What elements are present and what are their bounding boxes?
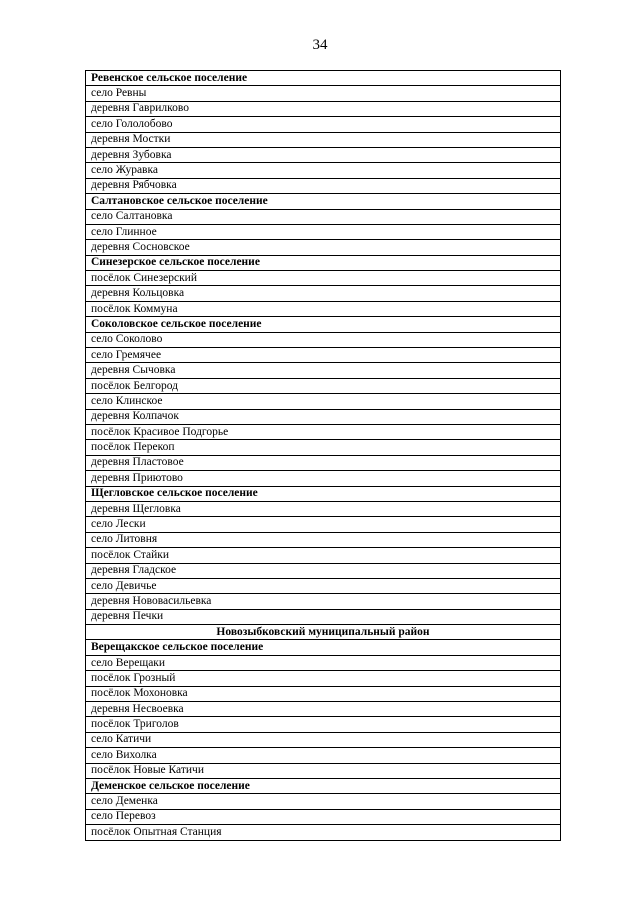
settlement-section-row	[86, 71, 561, 86]
settlements-table	[85, 70, 561, 841]
table-row	[86, 717, 561, 732]
locality-name-cell: деревня Колпачок	[86, 409, 561, 424]
table-row	[86, 132, 561, 147]
locality-name-cell: село Журавка	[86, 163, 561, 178]
table-row	[86, 86, 561, 101]
locality-name-cell: посёлок Триголов	[86, 717, 561, 732]
table-row	[86, 594, 561, 609]
locality-name-cell: село Гололобово	[86, 117, 561, 132]
locality-name-cell: деревня Пластовое	[86, 455, 561, 470]
table-row	[86, 763, 561, 778]
locality-name-cell: село Перевоз	[86, 809, 561, 824]
table-row	[86, 671, 561, 686]
locality-name-cell: село Девичье	[86, 578, 561, 593]
settlement-name-cell: Деменское сельское поселение	[86, 778, 561, 793]
settlement-name-cell: Салтановское сельское поселение	[86, 194, 561, 209]
table-row	[86, 609, 561, 624]
locality-name-cell: село Глинное	[86, 224, 561, 239]
locality-name-cell: село Соколово	[86, 332, 561, 347]
table-row	[86, 563, 561, 578]
locality-name-cell: село Салтановка	[86, 209, 561, 224]
locality-name-cell: деревня Зубовка	[86, 147, 561, 162]
locality-name-cell: посёлок Красивое Подгорье	[86, 424, 561, 439]
locality-name-cell: деревня Щегловка	[86, 501, 561, 516]
table-row	[86, 578, 561, 593]
locality-name-cell: деревня Рябчовка	[86, 178, 561, 193]
locality-name-cell: деревня Гаврилково	[86, 101, 561, 116]
table-row	[86, 471, 561, 486]
locality-name-cell: село Клинское	[86, 394, 561, 409]
table-row	[86, 101, 561, 116]
locality-name-cell: село Верещаки	[86, 655, 561, 670]
table-row	[86, 655, 561, 670]
table-row	[86, 409, 561, 424]
locality-name-cell: посёлок Перекоп	[86, 440, 561, 455]
table-row	[86, 794, 561, 809]
locality-name-cell: посёлок Мохоновка	[86, 686, 561, 701]
table-row	[86, 332, 561, 347]
district-name-cell: Новозыбковский муниципальный район	[86, 625, 561, 640]
table-row	[86, 424, 561, 439]
table-row	[86, 455, 561, 470]
locality-name-cell: посёлок Опытная Станция	[86, 825, 561, 840]
locality-name-cell: село Литовня	[86, 532, 561, 547]
table-row	[86, 532, 561, 547]
table-row	[86, 348, 561, 363]
table-row	[86, 147, 561, 162]
table-row	[86, 394, 561, 409]
table-row	[86, 686, 561, 701]
settlement-name-cell: Синезерское сельское поселение	[86, 255, 561, 270]
settlement-name-cell: Ревенское сельское поселение	[86, 71, 561, 86]
locality-name-cell: посёлок Синезерский	[86, 271, 561, 286]
table-row	[86, 702, 561, 717]
settlement-name-cell: Щегловское сельское поселение	[86, 486, 561, 501]
settlement-name-cell: Верещакское сельское поселение	[86, 640, 561, 655]
table-row	[86, 117, 561, 132]
table-row	[86, 209, 561, 224]
table-row	[86, 224, 561, 239]
locality-name-cell: деревня Приютово	[86, 471, 561, 486]
table-row	[86, 440, 561, 455]
table-row	[86, 548, 561, 563]
locality-name-cell: деревня Гладское	[86, 563, 561, 578]
settlement-section-row	[86, 255, 561, 270]
table-row	[86, 378, 561, 393]
locality-name-cell: село Вихолка	[86, 748, 561, 763]
table-row	[86, 271, 561, 286]
locality-name-cell: село Катичи	[86, 732, 561, 747]
table-row	[86, 748, 561, 763]
locality-name-cell: село Ревны	[86, 86, 561, 101]
settlement-section-row	[86, 640, 561, 655]
locality-name-cell: посёлок Белгород	[86, 378, 561, 393]
table-row	[86, 825, 561, 840]
locality-name-cell: деревня Несвоевка	[86, 702, 561, 717]
table-row	[86, 301, 561, 316]
settlement-name-cell: Соколовское сельское поселение	[86, 317, 561, 332]
settlement-section-row	[86, 317, 561, 332]
page-number: 34	[312, 37, 328, 53]
locality-name-cell: деревня Нововасильевка	[86, 594, 561, 609]
locality-name-cell: село Деменка	[86, 794, 561, 809]
locality-name-cell: село Гремячее	[86, 348, 561, 363]
locality-name-cell: деревня Печки	[86, 609, 561, 624]
table-row	[86, 517, 561, 532]
table-row	[86, 732, 561, 747]
locality-name-cell: посёлок Новые Катичи	[86, 763, 561, 778]
table-row	[86, 286, 561, 301]
table-row	[86, 163, 561, 178]
locality-name-cell: деревня Мостки	[86, 132, 561, 147]
locality-name-cell: село Лески	[86, 517, 561, 532]
settlement-section-row	[86, 486, 561, 501]
settlement-section-row	[86, 778, 561, 793]
settlement-section-row	[86, 194, 561, 209]
locality-name-cell: деревня Сычовка	[86, 363, 561, 378]
locality-name-cell: посёлок Коммуна	[86, 301, 561, 316]
locality-name-cell: посёлок Грозный	[86, 671, 561, 686]
table-row	[86, 501, 561, 516]
district-heading-row	[86, 625, 561, 640]
table-row	[86, 809, 561, 824]
locality-name-cell: деревня Сосновское	[86, 240, 561, 255]
table-row	[86, 178, 561, 193]
table-row	[86, 240, 561, 255]
locality-name-cell: деревня Кольцовка	[86, 286, 561, 301]
table-row	[86, 363, 561, 378]
settlements-table-body	[86, 71, 561, 841]
locality-name-cell: посёлок Стайки	[86, 548, 561, 563]
